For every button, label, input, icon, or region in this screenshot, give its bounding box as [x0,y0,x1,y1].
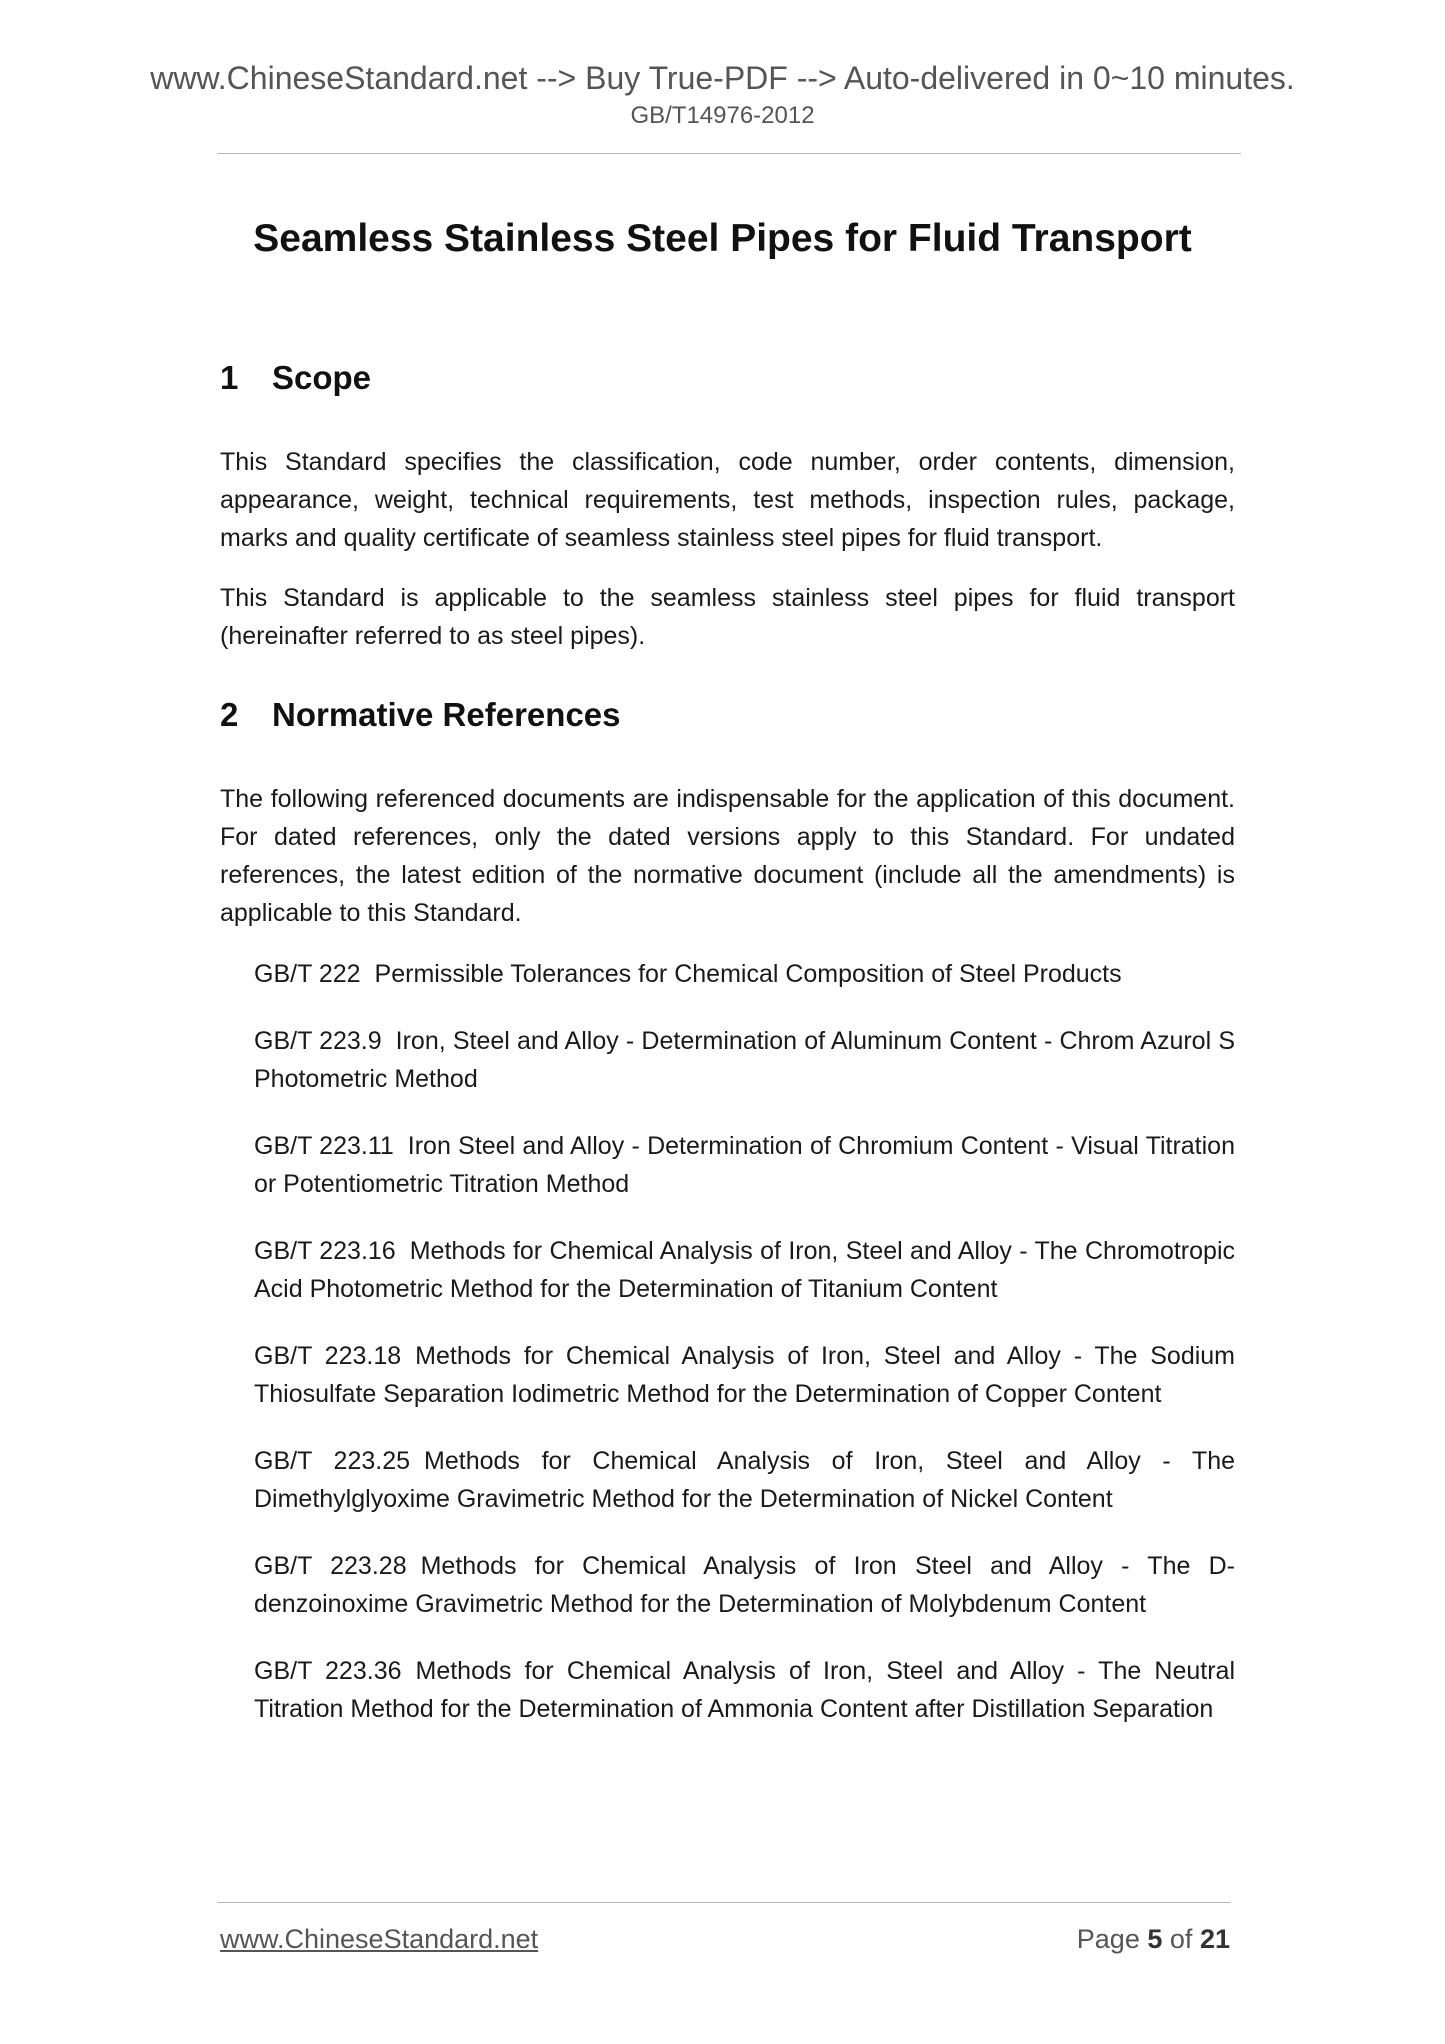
reference-code: GB/T 223.11 [254,1132,394,1160]
page-footer [220,1922,1230,1956]
reference-title: Methods for Chemical Analysis of Iron, Steel and Alloy - The Chromotropic Acid Photometric Method for the Determination of Titanium Content [254,1237,1235,1303]
document-title: Seamless Stainless Steel Pipes for Fluid Transport [253,217,1192,260]
reference-item [220,1127,1235,1203]
scope-paragraph-1: This Standard specifies the classification, code number, order contents, dimension, appearance, weight, technical requirements, test methods, inspection rules, package, marks and quality certificate of seamless stainless steel pipes for fluid transport. [220,448,1235,552]
reference-item [220,1232,1235,1308]
section-heading-scope [220,358,1235,398]
reference-code: GB/T 222 [254,960,361,988]
reference-code: GB/T 223.9 [254,1027,382,1055]
reference-code: GB/T 223.36 [254,1657,402,1685]
reference-title: Iron, Steel and Alloy - Determination of Aluminum Content - Chrom Azurol S Photometric Method [254,1027,1235,1093]
reference-title: Methods for Chemical Analysis of Iron, Steel and Alloy - The Sodium Thiosulfate Separation Iodimetric Method for the Determination of Copper Content [254,1342,1236,1408]
section-title: Scope [272,359,372,396]
page-prefix: Page [1076,1924,1140,1954]
reference-title: Methods for Chemical Analysis of Iron, Steel and Alloy - The Dimethylglyoxime Gravimetric Method for the Determination of Nickel Content [254,1447,1236,1513]
footer-site-link[interactable]: www.ChineseStandard.net [220,1924,539,1954]
reference-title: Methods for Chemical Analysis of Iron Steel and Alloy - The D-denzoinoxime Gravimetric Method for the Determination of Molybdenum Content [254,1552,1235,1618]
scope-paragraph-2: This Standard is applicable to the seamless stainless steel pipes for fluid transport (hereinafter referred to as steel pipes). [220,584,1235,650]
header-banner: www.ChineseStandard.net --> Buy True-PDF --> Auto-delivered in 0~10 minutes. [150,60,1295,96]
reference-code: GB/T 223.16 [254,1237,396,1265]
reference-item [220,1547,1235,1623]
page-separator: of [1169,1924,1193,1954]
page-indicator [1077,1922,1230,1956]
standard-code: GB/T14976-2012 [630,102,815,129]
reference-title: Permissible Tolerances for Chemical Composition of Steel Products [374,960,1122,988]
section-number: 2 [220,696,239,733]
section-title: Normative References [272,696,621,733]
reference-item [220,1337,1235,1413]
section-number: 1 [220,359,239,396]
reference-list [220,955,1235,1728]
reference-code: GB/T 223.18 [254,1342,402,1370]
reference-item [220,1442,1235,1518]
reference-title: Iron Steel and Alloy - Determination of Chromium Content - Visual Titration or Potentiometric Titration Method [254,1132,1235,1198]
page-header [0,58,1445,132]
reference-item [220,1022,1235,1098]
reference-title: Methods for Chemical Analysis of Iron, Steel and Alloy - The Neutral Titration Method for the Determination of Ammonia Content after Distillation Separation [254,1657,1235,1723]
reference-code: GB/T 223.28 [254,1552,407,1580]
section-heading-normative-references [220,695,1235,735]
reference-item [220,955,1235,993]
references-intro-paragraph: The following referenced documents are indispensable for the application of this document. For dated references, only the dated versions apply to this Standard. For undated references, the latest edition of the normative document (include all the amendments) is applicable to this Standard. [220,785,1235,927]
reference-code: GB/T 223.25 [254,1447,411,1475]
footer-divider [217,1902,1231,1903]
header-divider [217,153,1241,154]
reference-item [220,1652,1235,1728]
current-page-number: 5 [1147,1924,1163,1954]
document-body [220,358,1235,1757]
total-page-count: 21 [1199,1924,1230,1954]
